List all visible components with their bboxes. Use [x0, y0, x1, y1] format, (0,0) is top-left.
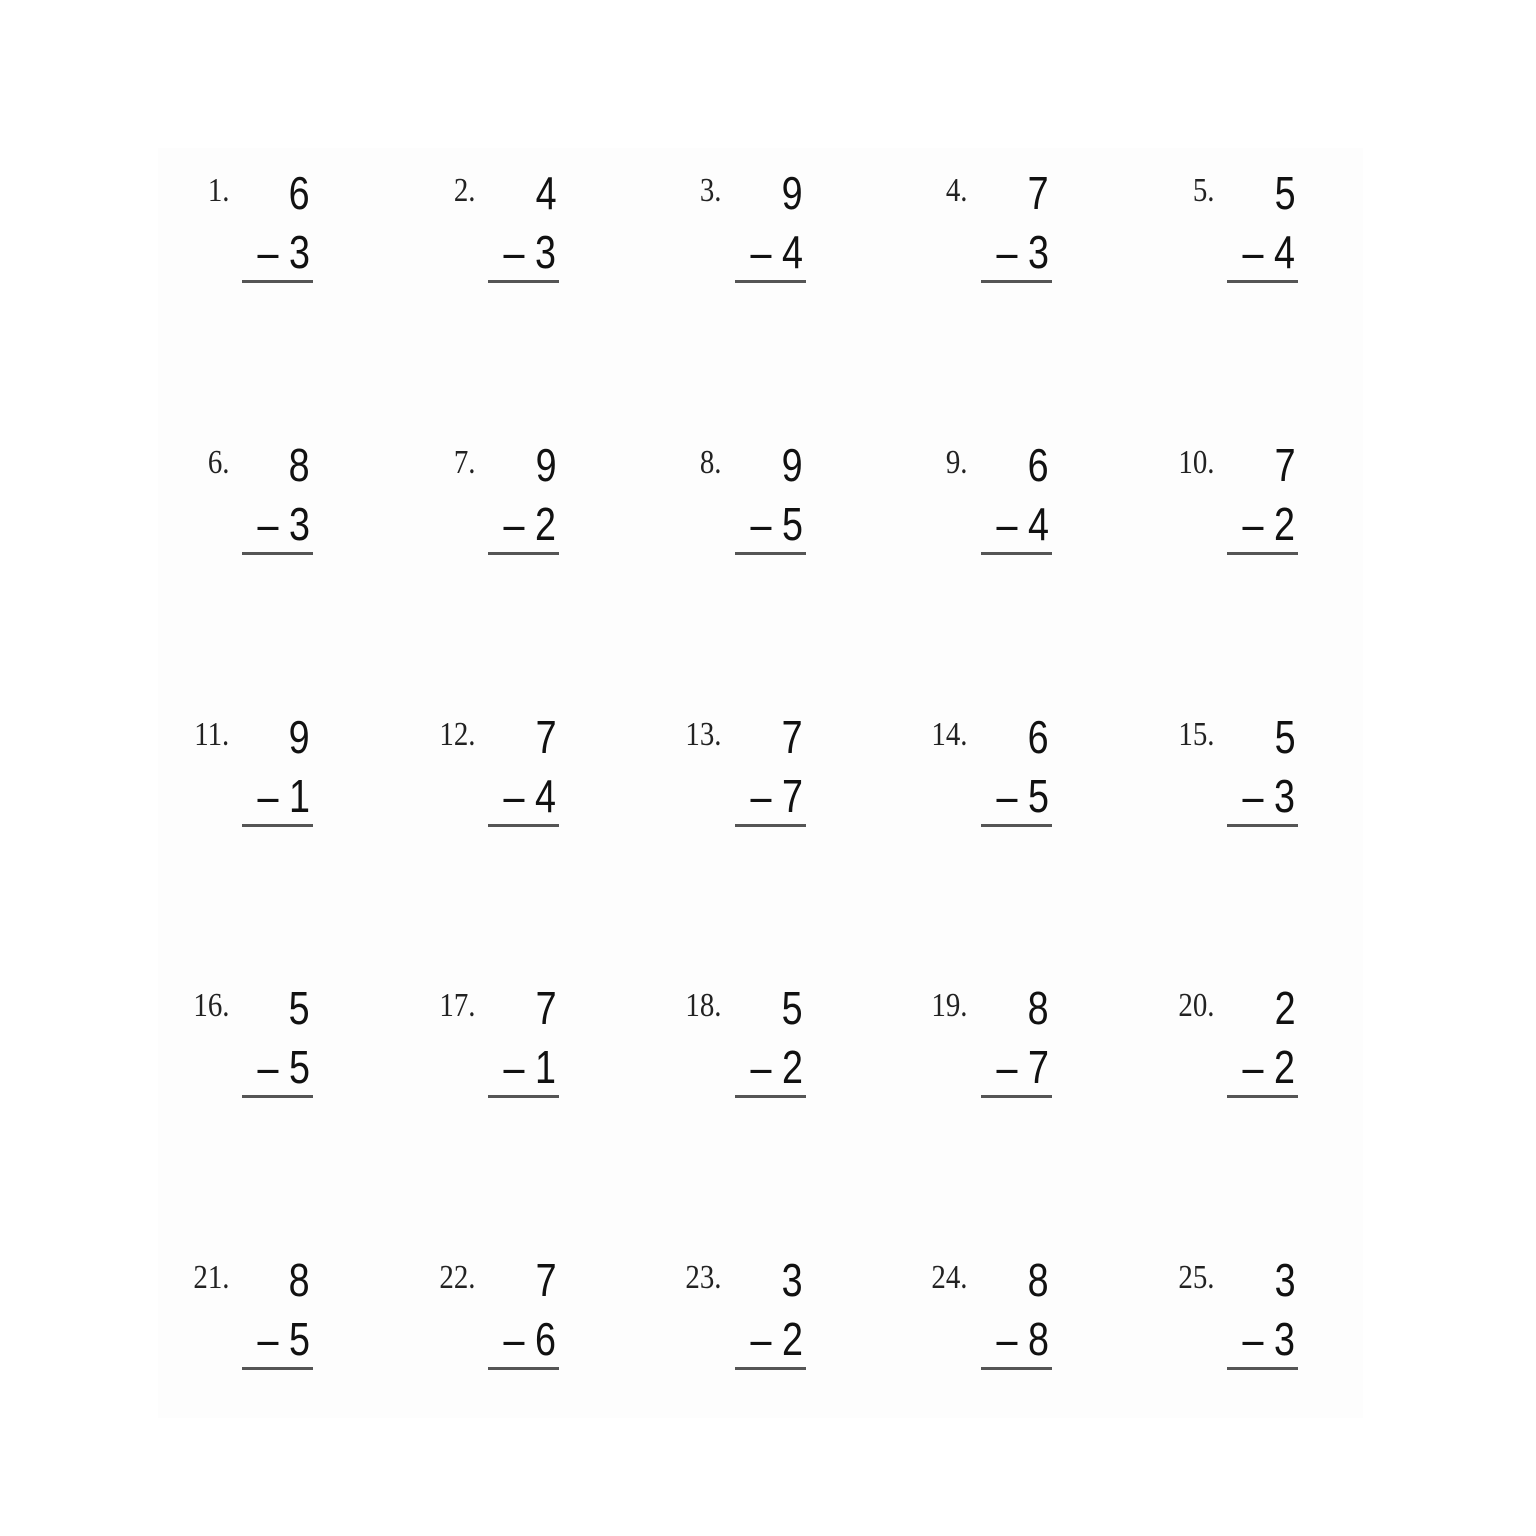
answer-line [981, 552, 1052, 555]
problem-number: 18. [685, 987, 722, 1025]
subtrahend-row [750, 226, 803, 278]
subtraction-problem [1178, 967, 1422, 1117]
minus-sign: – [996, 769, 1018, 822]
minus-sign: – [257, 497, 279, 550]
subtraction-problem [690, 152, 930, 302]
answer-line [1227, 1367, 1298, 1370]
subtrahend-row [996, 497, 1049, 550]
subtrahend: 3 [289, 226, 310, 278]
subtrahend: 7 [1027, 1041, 1049, 1094]
subtrahend-row [257, 226, 310, 278]
subtrahend-row [257, 1313, 310, 1366]
minuend: 5 [289, 982, 310, 1035]
answer-line [242, 1095, 313, 1098]
answer-line [242, 552, 313, 555]
subtraction-problem [931, 696, 1176, 846]
answer-line [488, 1367, 559, 1370]
subtrahend-row [503, 226, 557, 278]
problem-number: 14. [931, 715, 968, 753]
subtrahend-row [750, 1041, 803, 1094]
answer-line [488, 280, 559, 283]
minus-sign: – [503, 1313, 525, 1366]
answer-line [242, 824, 313, 827]
minus-sign: – [257, 769, 279, 822]
subtrahend-row [996, 1041, 1049, 1094]
subtrahend-row [257, 497, 310, 550]
minus-sign: – [257, 1041, 279, 1094]
minuend: 9 [535, 438, 557, 491]
subtraction-problem [192, 967, 437, 1117]
subtraction-problem [685, 967, 930, 1117]
minuend: 9 [289, 710, 310, 763]
minuend: 3 [781, 1254, 803, 1307]
subtrahend: 1 [289, 769, 310, 822]
problem-number: 11. [193, 715, 229, 753]
subtrahend: 3 [289, 497, 310, 550]
subtrahend: 2 [1274, 497, 1296, 550]
minus-sign: – [750, 226, 772, 278]
subtraction-problem [439, 1239, 683, 1389]
subtraction-problem [936, 424, 1176, 574]
subtrahend: 7 [781, 769, 803, 822]
answer-line [981, 1367, 1052, 1370]
subtrahend-row [1242, 1041, 1296, 1094]
problem-number: 16. [192, 987, 229, 1025]
minus-sign: – [257, 226, 279, 278]
answer-line [981, 1095, 1052, 1098]
subtrahend-row [257, 769, 310, 822]
subtraction-problem [931, 1239, 1176, 1389]
minuend: 8 [1027, 1254, 1049, 1307]
problem-number: 13. [685, 715, 722, 753]
problem-number: 8. [699, 443, 722, 481]
minus-sign: – [1242, 769, 1264, 822]
answer-line [1227, 280, 1298, 283]
subtraction-problem [685, 1239, 930, 1389]
minus-sign: – [750, 1313, 772, 1366]
minuend: 7 [535, 1254, 557, 1307]
minuend: 6 [289, 167, 310, 219]
subtrahend: 3 [1274, 1313, 1296, 1366]
subtraction-problem [192, 1239, 437, 1389]
minus-sign: – [257, 1313, 279, 1366]
subtraction-problem [197, 424, 437, 574]
problem-number: 19. [931, 987, 968, 1025]
answer-line [735, 280, 806, 283]
subtrahend: 2 [1274, 1041, 1296, 1094]
problem-number: 2. [453, 172, 476, 209]
problem-number: 23. [685, 1259, 722, 1297]
subtrahend: 1 [535, 1041, 557, 1094]
answer-line [242, 1367, 313, 1370]
minus-sign: – [750, 1041, 772, 1094]
problem-number: 7. [453, 443, 476, 481]
minuend: 9 [781, 438, 803, 491]
minuend: 7 [1274, 438, 1296, 491]
answer-line [981, 824, 1052, 827]
subtraction-problem [1178, 424, 1422, 574]
answer-line [1227, 552, 1298, 555]
subtraction-problem [1178, 696, 1422, 846]
subtrahend-row [503, 1041, 557, 1094]
subtrahend-row [750, 1313, 803, 1366]
problem-number: 10. [1178, 443, 1215, 481]
subtrahend-row [1242, 769, 1296, 822]
subtrahend: 4 [1274, 226, 1296, 278]
minuend: 8 [289, 438, 310, 491]
minuend: 5 [1274, 167, 1296, 219]
subtraction-problem [936, 152, 1176, 302]
minuend: 8 [1027, 982, 1049, 1035]
minuend: 7 [1027, 167, 1049, 219]
minus-sign: – [503, 226, 525, 278]
minuend: 6 [1027, 710, 1049, 763]
minuend: 3 [1274, 1254, 1296, 1307]
minus-sign: – [503, 1041, 525, 1094]
subtrahend-row [503, 1313, 557, 1366]
subtrahend-row [1242, 1313, 1296, 1366]
minus-sign: – [503, 497, 525, 550]
subtraction-problem [690, 424, 930, 574]
answer-line [1227, 1095, 1298, 1098]
problem-number: 25. [1178, 1259, 1215, 1297]
subtrahend-row [1242, 226, 1296, 278]
problem-number: 20. [1178, 987, 1215, 1025]
answer-line [735, 552, 806, 555]
minuend: 2 [1274, 982, 1296, 1035]
minus-sign: – [1242, 226, 1264, 278]
subtrahend: 3 [535, 226, 557, 278]
subtrahend-row [503, 769, 557, 822]
minus-sign: – [503, 769, 525, 822]
answer-line [735, 824, 806, 827]
answer-line [981, 280, 1052, 283]
subtrahend-row [750, 769, 803, 822]
answer-line [488, 824, 559, 827]
subtrahend: 4 [535, 769, 557, 822]
problem-number: 9. [946, 443, 968, 481]
problem-number: 12. [439, 715, 476, 753]
subtraction-problem [443, 424, 683, 574]
subtrahend: 3 [1027, 226, 1049, 278]
subtrahend: 5 [289, 1041, 310, 1094]
answer-line [1227, 824, 1298, 827]
minus-sign: – [750, 769, 772, 822]
problem-number: 21. [192, 1259, 229, 1297]
minuend: 9 [781, 167, 803, 219]
subtrahend: 5 [1027, 769, 1049, 822]
subtraction-problem [931, 967, 1176, 1117]
minus-sign: – [1242, 1313, 1264, 1366]
problem-number: 4. [946, 172, 968, 209]
subtraction-problem [193, 696, 437, 846]
subtrahend-row [996, 226, 1049, 278]
subtrahend-row [1242, 497, 1296, 550]
subtrahend: 6 [535, 1313, 557, 1366]
answer-line [242, 280, 313, 283]
problem-number: 3. [699, 172, 722, 209]
minus-sign: – [996, 226, 1018, 278]
minuend: 6 [1027, 438, 1049, 491]
minus-sign: – [996, 497, 1018, 550]
minuend: 5 [781, 982, 803, 1035]
subtrahend: 5 [781, 497, 803, 550]
problem-number: 17. [439, 987, 476, 1025]
subtrahend-row [257, 1041, 310, 1094]
minus-sign: – [1242, 497, 1264, 550]
subtrahend-row [750, 497, 803, 550]
subtraction-problem [1182, 152, 1422, 302]
minuend: 5 [1274, 710, 1296, 763]
minuend: 4 [535, 167, 557, 219]
problem-number: 22. [439, 1259, 476, 1297]
subtrahend: 2 [781, 1041, 803, 1094]
minus-sign: – [996, 1313, 1018, 1366]
subtrahend-row [996, 1313, 1049, 1366]
subtrahend: 3 [1274, 769, 1296, 822]
problem-number: 1. [207, 172, 229, 209]
subtrahend: 4 [1027, 497, 1049, 550]
subtraction-problem [439, 696, 683, 846]
minus-sign: – [1242, 1041, 1264, 1094]
answer-line [735, 1367, 806, 1370]
subtrahend-row [503, 497, 557, 550]
problem-number: 15. [1178, 715, 1215, 753]
subtraction-problem [197, 152, 437, 302]
minuend: 8 [289, 1254, 310, 1307]
minuend: 7 [535, 710, 557, 763]
problem-number: 24. [931, 1259, 968, 1297]
answer-line [735, 1095, 806, 1098]
subtrahend: 2 [535, 497, 557, 550]
answer-line [488, 1095, 559, 1098]
minuend: 7 [535, 982, 557, 1035]
subtrahend: 4 [781, 226, 803, 278]
minus-sign: – [996, 1041, 1018, 1094]
subtraction-problem [439, 967, 683, 1117]
subtrahend: 5 [289, 1313, 310, 1366]
subtraction-problem [685, 696, 930, 846]
subtraction-problem [443, 152, 683, 302]
minuend: 7 [781, 710, 803, 763]
problem-number: 5. [1192, 172, 1215, 209]
subtrahend: 8 [1027, 1313, 1049, 1366]
subtrahend-row [996, 769, 1049, 822]
minus-sign: – [750, 497, 772, 550]
subtrahend: 2 [781, 1313, 803, 1366]
subtraction-problem [1178, 1239, 1422, 1389]
problem-number: 6. [207, 443, 229, 481]
answer-line [488, 552, 559, 555]
